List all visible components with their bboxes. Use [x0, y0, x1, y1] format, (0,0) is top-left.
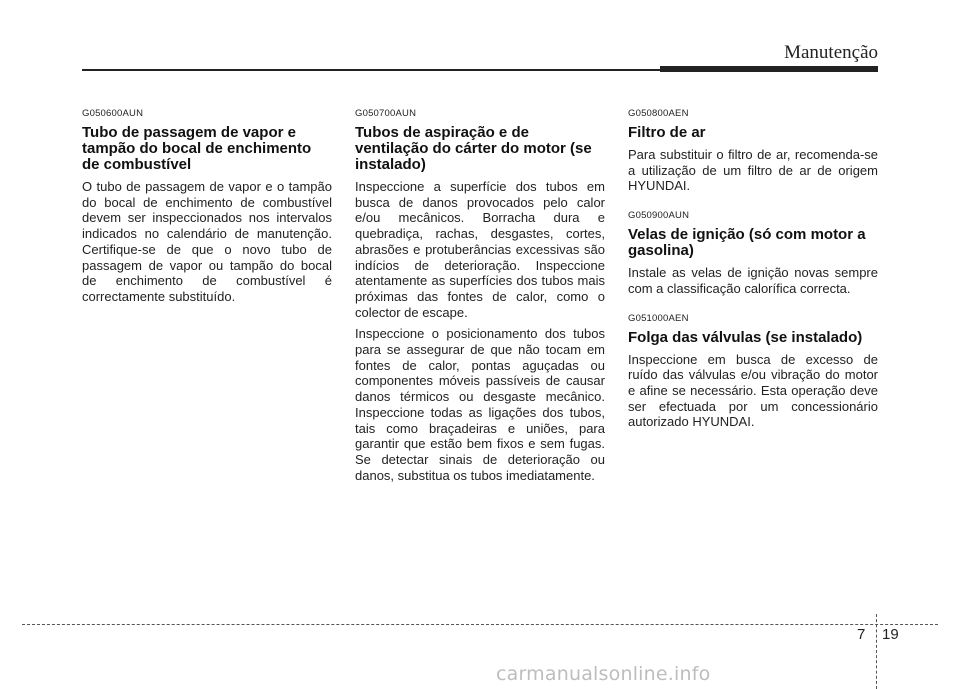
section-crankcase-tubes	[355, 108, 605, 483]
column-1	[82, 108, 332, 321]
section-code: G050600AUN	[82, 108, 144, 119]
section-code: G050800AEN	[628, 108, 689, 119]
watermark: carmanualsonline.info	[496, 663, 711, 685]
header-rule-accent	[660, 66, 878, 72]
section-paragraph: Inspeccione em busca de excesso de ruído das válvulas e/ou vibração do motor e afine se necessário. Esta operação deve ser efectuada por um concessionário autorizado HYUNDAI.	[628, 351, 878, 430]
section-valve-clearance	[628, 313, 878, 431]
page-number: 19	[882, 626, 899, 643]
section-paragraph: Instale as velas de ignição novas sempre com a classificação calorífica correcta.	[628, 265, 878, 296]
section-code: G051000AEN	[628, 312, 689, 324]
section-paragraph: O tubo de passagem de vapor e o tampão do bocal de enchimento de combustível devem ser inspeccionados nos intervalos indicados no calendário de manutenção. Certifique-se de que o novo tubo de passagem de vapor ou tampão do bocal de enchimento de combustível é correctamente substituído.	[82, 179, 332, 304]
footer-divider	[876, 614, 877, 689]
section-heading: Folga das válvulas (se instalado)	[628, 328, 863, 346]
section-code: G050900AUN	[628, 210, 690, 222]
header-rule	[82, 69, 660, 71]
column-3	[628, 108, 878, 446]
section-heading: Velas de ignição (só com motor a gasolina)	[628, 226, 866, 260]
section-code: G050700AUN	[355, 108, 417, 119]
section-paragraph: Inspeccione o posicionamento dos tubos para se assegurar de que não tocam em fontes de calor, pontas aguçadas ou componentes móveis passíveis de causar danos térmicos ou desgaste mecânico. Inspeccione todas as ligações dos tubos, tais como braçadeiras e uniões, para garantir que estão bem fixos e sem fugas. Se detectar sinais de deterioração ou danos, substitua os tubos imediatamente.	[355, 326, 605, 483]
section-heading: Filtro de ar	[628, 124, 706, 141]
section-paragraph: Para substituir o filtro de ar, recomenda-se a utilização de um filtro de ar de origem HYUNDAI.	[628, 147, 878, 194]
page-header-title: Manutenção	[784, 42, 878, 63]
column-2	[355, 108, 605, 499]
section-heading: Tubos de aspiração e de ventilação do cárter do motor (se instalado)	[355, 124, 592, 173]
section-vapour-tube	[82, 108, 332, 305]
section-spark-plugs	[628, 210, 878, 296]
section-heading: Tubo de passagem de vapor e tampão do bocal de enchimento de combustível	[82, 124, 312, 173]
section-paragraph: Inspeccione a superfície dos tubos em busca de danos provocados pelo calor e/ou mecânicos. Borracha dura e quebradiça, rachas, desgastes, cortes, abrasões e protuberâncias excessivas são indícios de deterioração. Inspeccione atentamente as superfícies dos tubos mais próximas das fontes de calor, como o colector de escape.	[355, 179, 605, 320]
chapter-number: 7	[857, 626, 866, 643]
section-air-filter	[628, 108, 878, 194]
footer-rule	[22, 624, 938, 625]
